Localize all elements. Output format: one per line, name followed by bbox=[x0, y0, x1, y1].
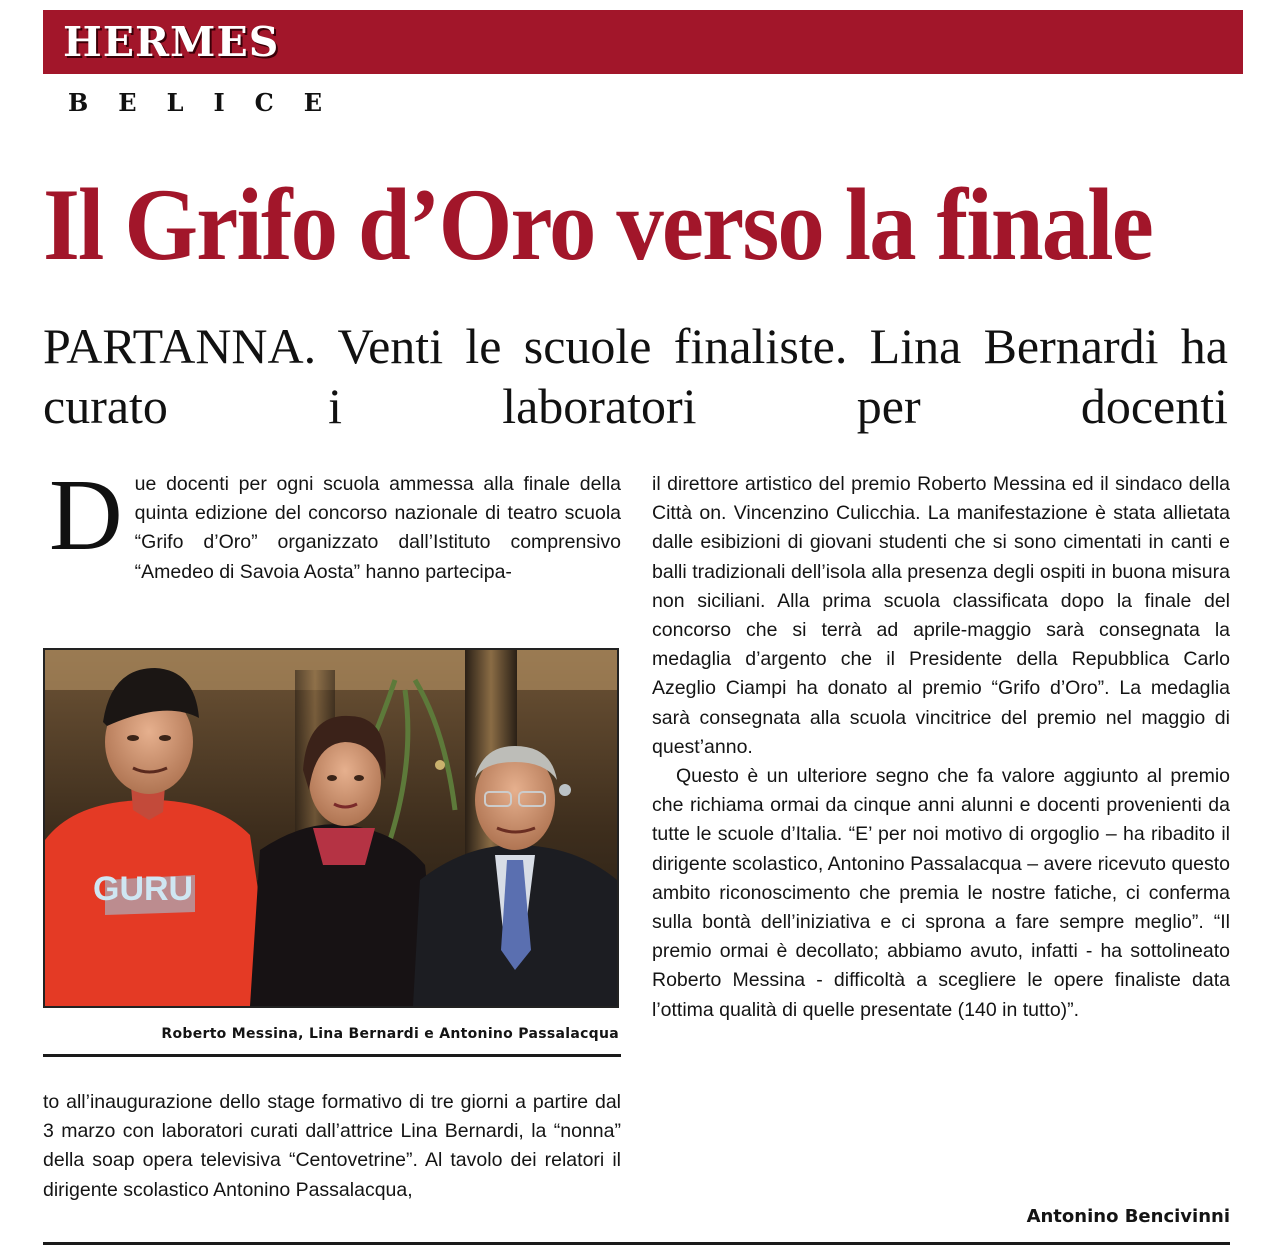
continuation-paragraph bbox=[43, 1088, 621, 1205]
right-paragraph-1: il direttore artistico del premio Roberto Messina ed il sindaco della Città on. Vincenzino Culicchia. La manifestazione è stata allietata dalle esibizioni di giovani studenti che si sono cimentati in canti e balli tradizionali dell’isola alla presenza degli ospiti in buona misura non siciliani. Alla prima scuola classificata dopo la finale del concorso che si terrà ad aprile-maggio sarà consegnata la medaglia d’argento che il Presidente della Repubblica Carlo Azeglio Ciampi ha donato al premio “Grifo d’Oro”. La medaglia sarà consegnata alla scuola vincitrice del premio nel maggio di quest’anno. bbox=[652, 473, 1230, 758]
right-column bbox=[652, 470, 1230, 1025]
subheadline: PARTANNA. Venti le scuole finaliste. Lina Bernardi ha curato i laboratori per docenti bbox=[43, 318, 1228, 434]
lead-paragraph bbox=[43, 459, 621, 587]
shirt-logo: GURU bbox=[93, 870, 194, 908]
photo-illustration bbox=[45, 650, 617, 1006]
bottom-rule bbox=[43, 1242, 1230, 1245]
continuation-text: to all’inaugurazione dello stage formativo di tre giorni a partire dal 3 marzo con laboratori curati dall’attrice Lina Bernardi, la “nonna” della soap opera televisiva “Centovetrine”. Al tavolo dei relatori il dirigente scolastico Antonino Passalacqua, bbox=[43, 1091, 621, 1201]
section-label: BELICE bbox=[68, 88, 353, 117]
right-paragraph-2: Questo è un ulteriore segno che fa valore aggiunto al premio che richiama ormai da cinque anni alunni e docenti provenienti da tutte le scuole d’Italia. “E’ per noi motivo di orgoglio – ha ribadito il dirigente scolastico, Antonino Passalacqua – avere ricevuto questo ambito riconoscimento che premia le nostre fatiche, ci conferma sulla bontà dell’iniziativa e ci sprona a fare sempre meglio”. “Il premio ormai è decollato; abbiamo avuto, infatti - ha sottolineato Roberto Messina - difficoltà a scegliere le opere finaliste data l’ottima qualità di quelle presentate (140 in tutto)”. bbox=[652, 765, 1230, 1021]
article-photo bbox=[43, 648, 619, 1008]
drop-cap: D bbox=[49, 459, 123, 572]
headline: Il Grifo d’Oro verso la finale bbox=[43, 168, 1152, 282]
photo-caption: Roberto Messina, Lina Bernardi e Antonino Passalacqua bbox=[161, 1026, 619, 1042]
lead-text: ue docenti per ogni scuola ammessa alla finale della quinta edizione del concorso nazionale di teatro scuola “Grifo d’Oro” organizzato dall’Istituto comprensivo “Amedeo di Savoia Aosta” hanno partecipa- bbox=[134, 473, 621, 583]
caption-divider bbox=[43, 1054, 621, 1057]
masthead-bar bbox=[43, 10, 1243, 74]
masthead-title: HERMES bbox=[63, 18, 280, 66]
byline: Antonino Bencivinni bbox=[1026, 1206, 1230, 1227]
